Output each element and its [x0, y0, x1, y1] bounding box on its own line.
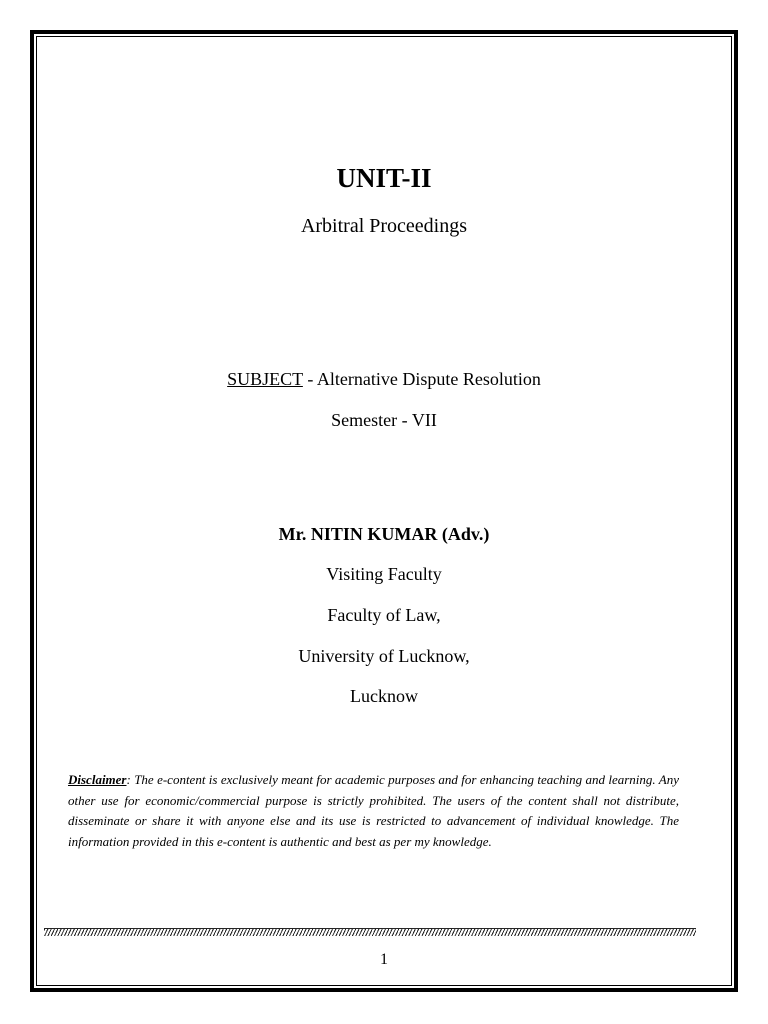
author-designation: Visiting Faculty [326, 564, 442, 584]
disclaimer [68, 770, 679, 852]
disclaimer-label: Disclaimer [68, 772, 127, 787]
subject-label: SUBJECT [227, 369, 303, 389]
semester-line: Semester - VII [331, 410, 437, 430]
subject-line [36, 369, 732, 390]
subject-value: - Alternative Dispute Resolution [302, 369, 541, 389]
author-name: Mr. NITIN KUMAR (Adv.) [278, 524, 490, 544]
page-number: 1 [380, 951, 388, 968]
footer-rule [44, 928, 696, 936]
unit-title: UNIT-II [336, 163, 432, 193]
document-subtitle: Arbitral Proceedings [300, 215, 468, 237]
author-university: University of Lucknow, [298, 646, 470, 666]
author-city: Lucknow [350, 686, 418, 706]
author-faculty: Faculty of Law, [327, 605, 441, 625]
disclaimer-text: : The e-content is exclusively meant for academic purposes and for enhancing teaching and learning. Any other use for economic/commercial purpose is strictly prohibited. The users of the content shall not distribute, disseminate or share it with anyone else and its use is restricted to advancement of individual knowledge. The information provided in this e-content is authentic and best as per my knowledge. [68, 772, 679, 849]
